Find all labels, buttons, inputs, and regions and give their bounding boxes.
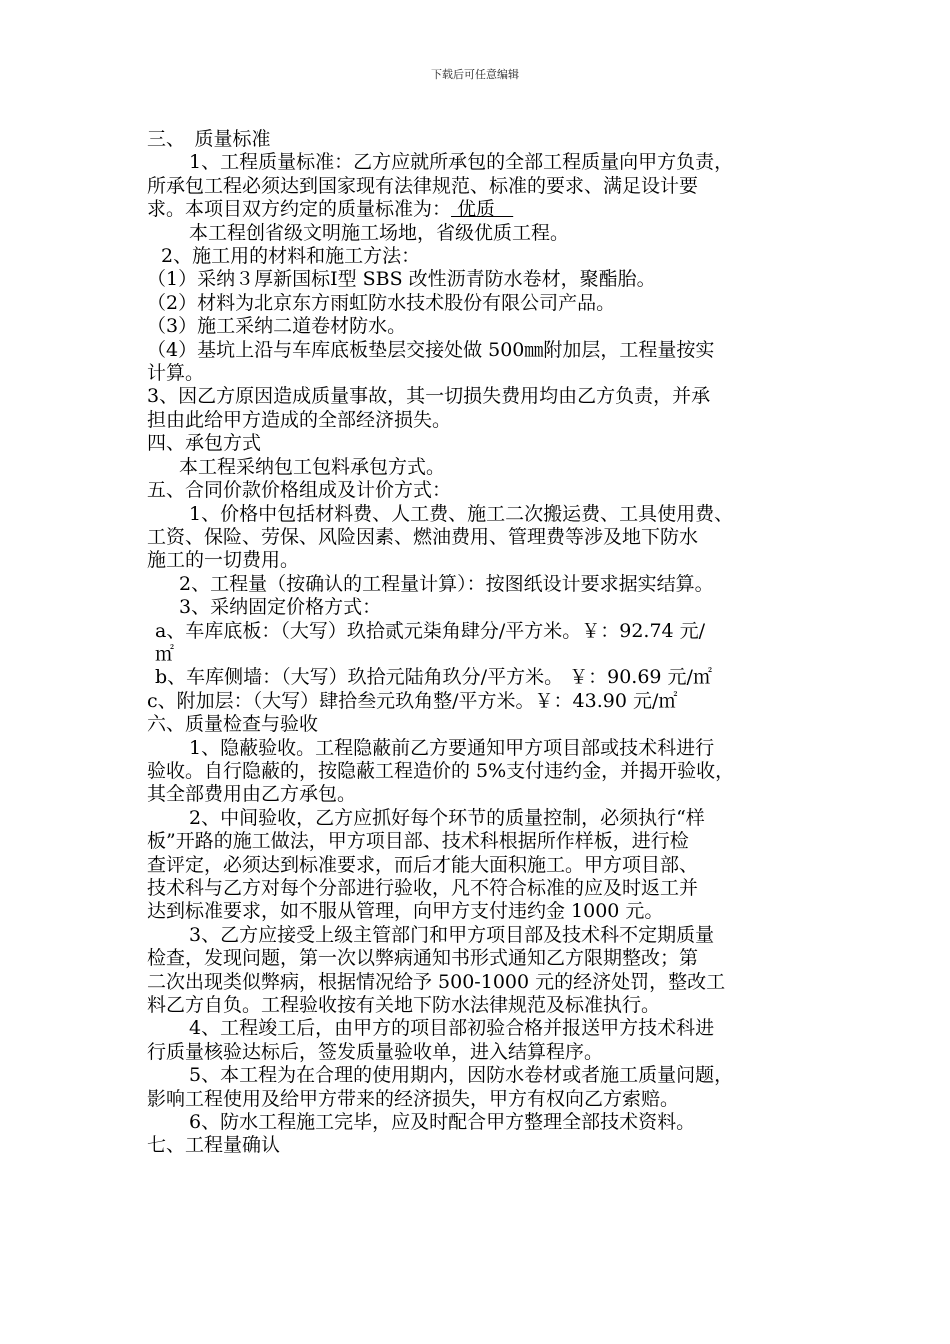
text-line	[147, 151, 812, 174]
text-line	[147, 245, 812, 268]
text-line	[147, 994, 812, 1017]
line-text: 影响工程使用及给甲方带来的经济损失，甲方有权向乙方索赔。	[147, 1087, 680, 1110]
line-text: 板”开路的施工做法，甲方项目部、技术科根据所作样板，进行检	[147, 830, 689, 853]
line-text: 6、防水工程施工完毕，应及时配合甲方整理全部技术资料。	[189, 1111, 696, 1134]
text-line	[147, 971, 812, 994]
line-text: 查评定，必须达到标准要求，而后才能大面积施工。甲方项目部、	[147, 853, 699, 876]
line-text: 2、中间验收，乙方应抓好每个环节的质量控制，必须执行“样	[189, 806, 705, 829]
text-line	[147, 222, 812, 245]
text-line	[147, 503, 812, 526]
text-line	[147, 760, 812, 783]
text-line	[147, 900, 812, 923]
line-text: 六、质量检查与验收	[147, 713, 319, 736]
text-line	[147, 268, 812, 291]
line-text: （3）施工采纳二道卷材防水。	[147, 315, 407, 338]
text-line	[147, 854, 812, 877]
text-line	[147, 666, 812, 689]
line-text: 施工的一切费用。	[147, 549, 300, 572]
line-text: 2、工程量（按确认的工程量计算）：按图纸设计要求据实结算。	[179, 572, 714, 595]
text-line	[147, 362, 812, 385]
text-line	[147, 1134, 812, 1157]
text-line	[147, 456, 812, 479]
line-text: 七、工程量确认	[147, 1134, 281, 1157]
line-text: b、车库侧墙：（大写）玖拾元陆角玖分/平方米。 ￥：90.69 元/㎡	[155, 666, 712, 689]
line-text: ㎡	[155, 642, 175, 665]
line-text: 求。本项目双方约定的质量标准为：	[147, 198, 452, 221]
text-line	[147, 737, 812, 760]
line-text: 1、工程质量标准：乙方应就所承包的全部工程质量向甲方负责，	[189, 151, 734, 174]
line-text: c、附加层：（大写）肆拾叁元玖角整/平方米。￥：43.90 元/㎡	[147, 689, 678, 712]
text-line	[147, 292, 812, 315]
line-text: 技术科与乙方对每个分部进行验收，凡不符合标准的应及时返工并	[147, 877, 699, 899]
text-line	[147, 830, 812, 853]
text-line	[147, 175, 812, 198]
line-text: 其全部费用由乙方承包。	[147, 783, 357, 806]
line-text: 四、承包方式	[147, 432, 262, 455]
line-text: 本工程创省级文明施工场地，省级优质工程。	[189, 221, 570, 244]
line-text: 二次出现类似弊病，根据情况给予 500-1000 元的经济处罚，整改工	[147, 970, 726, 993]
line-text: 达到标准要求，如不服从管理，向甲方支付违约金 1000 元。	[147, 900, 664, 923]
line-text: （1）采纳３厚新国标Ⅰ型 SBS 改性沥青防水卷材，聚酯胎。	[147, 268, 656, 291]
line-text: 检查，发现问题，第一次以弊病通知书形式通知乙方限期整改；第	[147, 947, 699, 970]
text-line	[147, 1041, 812, 1064]
line-text: 4、工程竣工后，由甲方的项目部初验合格并报送甲方技术科进	[189, 1017, 715, 1040]
text-line	[147, 549, 812, 572]
text-line	[147, 643, 812, 666]
line-text: 计算。	[147, 362, 205, 385]
text-line	[147, 339, 812, 362]
text-line	[147, 198, 812, 221]
text-line	[147, 526, 812, 549]
line-text: 料乙方自负。工程验收按有关地下防水法律规范及标准执行。	[147, 994, 661, 1017]
line-text: 工资、保险、劳保、风险因素、燃油费用、管理费等涉及地下防水	[147, 525, 699, 548]
text-line	[147, 947, 812, 970]
text-line	[147, 807, 812, 830]
line-text: 3、采纳固定价格方式：	[179, 596, 382, 619]
text-line	[147, 713, 812, 736]
text-line	[147, 596, 812, 619]
text-line	[147, 432, 812, 455]
page-header: 下载后可任意编辑	[431, 68, 519, 81]
line-text: 验收。自行隐蔽的，按隐蔽工程造价的 5%支付违约金，并揭开验收，	[147, 759, 735, 782]
quality-standard-value: 优质	[451, 198, 514, 221]
line-text: 5、本工程为在合理的使用期内，因防水卷材或者施工质量问题，	[189, 1064, 734, 1087]
line-text: 五、合同价款价格组成及计价方式：	[147, 479, 452, 502]
line-text: 担由此给甲方造成的全部经济损失。	[147, 408, 452, 431]
line-text: 2、施工用的材料和施工方法：	[161, 245, 421, 268]
line-text: 本工程采纳包工包料承包方式。	[179, 455, 446, 478]
text-line	[147, 924, 812, 947]
text-line	[147, 620, 812, 643]
line-text: 所承包工程必须达到国家现有法律规范、标准的要求、满足设计要	[147, 174, 699, 197]
line-text: （2）材料为北京东方雨虹防水技术股份有限公司产品。	[147, 291, 616, 314]
line-text: 3、因乙方原因造成质量事故，其一切损失费用均由乙方负责，并承	[147, 385, 711, 408]
text-line	[147, 1088, 812, 1111]
line-text: 行质量核验达标后，签发质量验收单，进入结算程序。	[147, 1040, 604, 1063]
line-text: 3、乙方应接受上级主管部门和甲方项目部及技术科不定期质量	[189, 923, 715, 946]
line-text: a、车库底板：（大写）玖拾贰元柒角肆分/平方米。￥：92.74 元/	[155, 619, 706, 642]
text-line	[147, 1064, 812, 1087]
line-text: 1、价格中包括材料费、人工费、施工二次搬运费、工具使用费、	[189, 502, 734, 525]
text-line	[147, 128, 812, 151]
text-line	[147, 479, 812, 502]
text-line	[147, 1017, 812, 1040]
text-line	[147, 783, 812, 806]
text-line	[147, 573, 812, 596]
text-line	[147, 1111, 812, 1134]
text-line	[147, 409, 812, 432]
line-text: 1、隐蔽验收。工程隐蔽前乙方要通知甲方项目部或技术科进行	[189, 736, 715, 759]
document-body	[147, 128, 812, 1158]
text-line	[147, 315, 812, 338]
text-line	[147, 877, 812, 900]
line-text: 三、 质量标准	[147, 128, 271, 150]
text-line	[147, 690, 812, 713]
line-text: （4）基坑上沿与车库底板垫层交接处做 500㎜附加层，工程量按实	[147, 338, 715, 361]
text-line	[147, 385, 812, 408]
